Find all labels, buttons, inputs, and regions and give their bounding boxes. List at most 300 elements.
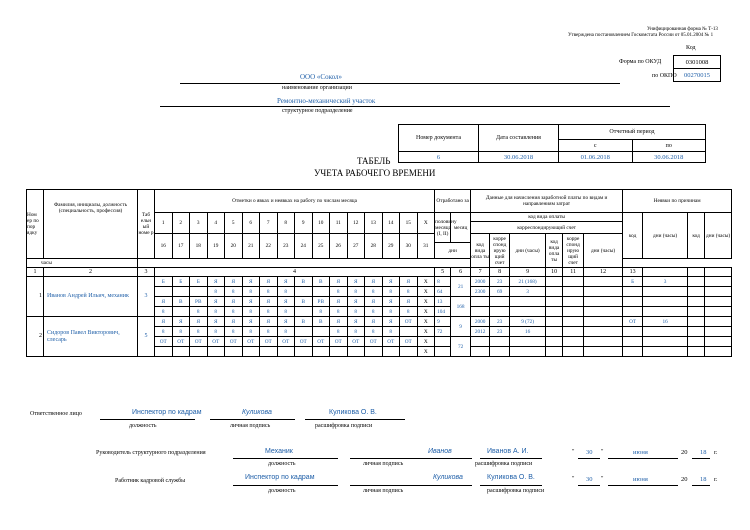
half-month-value: 8 <box>435 277 451 287</box>
day-mark: Я <box>330 277 348 287</box>
day-mark <box>225 347 243 357</box>
day-mark <box>155 347 173 357</box>
header-marks: Отметки о явках и неявках на работу по числам месяца <box>155 190 435 213</box>
pay-empty <box>490 297 510 307</box>
hr-sign-caption: личная подпись <box>363 488 404 494</box>
day-mark: 8 <box>347 327 365 337</box>
code-label: Код <box>686 45 696 51</box>
day-mark <box>312 287 330 297</box>
header-half-month: половину месяца (I, II) <box>435 213 451 243</box>
day-mark: Я <box>225 277 243 287</box>
day-mark: Я <box>365 317 383 327</box>
pay-code: 2000 <box>471 317 490 327</box>
pay-empty <box>471 307 490 317</box>
header-name: Фамилия, инициалы, должность (специальность, профессия) <box>44 190 138 259</box>
day-header: 7 <box>260 213 278 234</box>
employee-num: 1 <box>27 277 44 317</box>
org-name: ООО «Сокол» <box>300 73 343 81</box>
doc-number: 6 <box>399 152 479 163</box>
day-header: 22 <box>260 234 278 259</box>
pay-empty <box>490 307 510 317</box>
day-mark <box>190 287 208 297</box>
day-mark: Я <box>400 297 418 307</box>
header-absence: Неявки по причинам <box>623 190 732 213</box>
pay-empty <box>584 337 623 347</box>
day-mark: 8 <box>365 307 383 317</box>
header-month: месяц <box>451 213 471 243</box>
employee-name: Сидоров Павел Викторович, слесарь <box>44 317 138 357</box>
day-mark: Я <box>347 297 365 307</box>
pay-empty <box>563 307 584 317</box>
pay-empty <box>546 307 563 317</box>
header-pay-sub: дни (часы) <box>510 234 546 268</box>
half-month-value: 104 <box>435 307 451 317</box>
absence-empty <box>688 297 705 307</box>
day-header: 5 <box>225 213 243 234</box>
day-mark: 8 <box>207 307 225 317</box>
day-mark: Я <box>225 297 243 307</box>
head-year-suffix: г. <box>714 449 718 456</box>
header-hours: часы <box>27 259 138 268</box>
hr-year: 18 <box>700 476 707 483</box>
day-mark: 8 <box>330 307 348 317</box>
day-mark: Я <box>365 297 383 307</box>
day-mark: Я <box>382 277 400 287</box>
pay-empty <box>471 347 490 357</box>
absence-empty <box>623 347 643 357</box>
day-mark: 8 <box>225 307 243 317</box>
absence-empty <box>643 297 688 307</box>
header-pay-sub: код вида опла ты <box>546 234 563 268</box>
pay-days-2 <box>584 277 623 287</box>
day-mark: 8 <box>207 287 225 297</box>
absence-empty <box>643 287 688 297</box>
day-mark: Я <box>400 277 418 287</box>
day-mark: 8 <box>260 327 278 337</box>
absence-empty <box>705 277 732 287</box>
day-mark <box>260 347 278 357</box>
day-mark <box>295 287 313 297</box>
day-mark: Я <box>382 317 400 327</box>
doc-title: ТАБЕЛЬ <box>357 156 391 166</box>
day-mark: 8 <box>312 307 330 317</box>
day-mark: 8 <box>190 307 208 317</box>
col-number: 13 <box>623 268 643 277</box>
day-mark: Я <box>347 317 365 327</box>
day-mark: ОТ <box>312 337 330 347</box>
pay-empty <box>584 307 623 317</box>
head-name-caption: расшифровка подписи <box>475 461 533 467</box>
day-mark: Я <box>382 297 400 307</box>
pay-days: 16 <box>510 327 546 337</box>
pay-account: 23 <box>490 317 510 327</box>
col-number <box>688 268 705 277</box>
day-mark: ОТ <box>365 337 383 347</box>
header-abs-code-2: код <box>688 213 705 259</box>
day-mark: ОТ <box>400 317 418 327</box>
day-mark: 8 <box>347 287 365 297</box>
doc-to-label: по <box>632 140 706 152</box>
absence-empty <box>705 327 732 337</box>
day-mark: 8 <box>242 307 260 317</box>
day-mark: 8 <box>260 287 278 297</box>
head-name: Иванов А. И. <box>487 448 529 455</box>
day-header: 15 <box>400 213 418 234</box>
pay-account: 23 <box>490 327 510 337</box>
day-mark: 8 <box>330 287 348 297</box>
pay-days-2 <box>584 317 623 327</box>
pay-code: 2300 <box>471 287 490 297</box>
absence-empty <box>705 297 732 307</box>
day-mark: 8 <box>365 327 383 337</box>
day-header: 21 <box>242 234 260 259</box>
pay-empty <box>563 337 584 347</box>
day-mark: В <box>295 317 313 327</box>
day-header: 6 <box>242 213 260 234</box>
hr-quote-open: " <box>572 476 575 482</box>
absence-empty <box>643 307 688 317</box>
pay-empty <box>471 337 490 347</box>
day-mark <box>172 307 190 317</box>
absence-empty <box>688 327 705 337</box>
day-header: 4 <box>207 213 225 234</box>
okud-value: 0301008 <box>674 56 721 69</box>
day-header: 26 <box>330 234 348 259</box>
day-mark <box>155 287 173 297</box>
table-row <box>27 317 732 327</box>
day-header: 12 <box>347 213 365 234</box>
day-mark <box>172 287 190 297</box>
doc-date-label: Дата составления <box>479 125 559 152</box>
day-mark: X <box>417 297 435 307</box>
day-mark: X <box>417 317 435 327</box>
pay-empty <box>546 337 563 347</box>
day-mark: Я <box>207 317 225 327</box>
day-header: 23 <box>277 234 295 259</box>
day-mark: ОТ <box>400 337 418 347</box>
employee-tab: 3 <box>138 277 155 317</box>
day-mark: 8 <box>382 287 400 297</box>
day-header: 24 <box>295 234 313 259</box>
day-mark: 8 <box>382 307 400 317</box>
absence-days: 3 <box>643 277 688 287</box>
pay-days: 9 (72) <box>510 317 546 327</box>
day-mark: 8 <box>347 307 365 317</box>
absence-empty <box>705 337 732 347</box>
col-number <box>643 268 688 277</box>
day-header: 30 <box>400 234 418 259</box>
absence-empty <box>623 337 643 347</box>
absence-code: ОТ <box>623 317 643 327</box>
day-mark: Я <box>277 297 295 307</box>
doc-from-label: с <box>559 140 633 152</box>
absence-empty <box>705 347 732 357</box>
day-mark: Я <box>260 277 278 287</box>
day-header: 10 <box>312 213 330 234</box>
day-header: 19 <box>207 234 225 259</box>
half-month-value: 9 <box>435 317 451 327</box>
header-num: Ном ер по пор ядку <box>27 190 44 259</box>
okpo-label: по ОКПО <box>652 73 677 79</box>
absence-empty <box>688 347 705 357</box>
header-pay: Данные для начисления заработной платы по видам и направлениям затрат <box>471 190 623 213</box>
pay-empty <box>471 297 490 307</box>
head-year: 18 <box>700 449 707 456</box>
pay-code-2 <box>546 317 563 327</box>
header-abs-days-2: дни (часы) <box>705 213 732 259</box>
col-number: 10 <box>546 268 563 277</box>
day-mark: Я <box>242 297 260 307</box>
day-header: 3 <box>190 213 208 234</box>
day-mark: 8 <box>242 287 260 297</box>
day-mark: Я <box>277 277 295 287</box>
col-number: 11 <box>563 268 584 277</box>
doc-date: 30.06.2018 <box>479 152 559 163</box>
head-position: Механик <box>265 448 293 455</box>
day-mark <box>295 327 313 337</box>
month-value: 168 <box>451 297 471 317</box>
absence-empty <box>623 297 643 307</box>
head-month: июня <box>633 449 648 456</box>
pay-code: 2000 <box>471 277 490 287</box>
day-mark: X <box>417 347 435 357</box>
day-mark: X <box>417 307 435 317</box>
day-mark: ОТ <box>172 337 190 347</box>
day-mark <box>295 307 313 317</box>
half-month-value <box>435 337 451 347</box>
header-pay-code: код вида оплаты <box>471 213 623 222</box>
day-mark: 8 <box>330 327 348 337</box>
employee-name: Иванов Андрей Ильич, механик <box>44 277 138 317</box>
doc-period-label: Отчетный период <box>559 125 706 140</box>
header-pay-sub: код вида опла ты <box>471 234 490 268</box>
org-unit-caption: структурное подразделение <box>282 108 353 114</box>
day-header: 9 <box>295 213 313 234</box>
hr-year-suffix: г. <box>714 476 718 483</box>
day-header: 17 <box>172 234 190 259</box>
responsible-name: Куликова О. В. <box>329 409 377 416</box>
pay-days-2 <box>584 327 623 337</box>
header-pay-sub: корре спонд ирую щий счет <box>490 234 510 268</box>
head-sign-caption: личная подпись <box>363 461 404 467</box>
pay-empty <box>584 347 623 357</box>
day-mark: 8 <box>277 307 295 317</box>
day-mark <box>207 347 225 357</box>
absence-empty <box>688 307 705 317</box>
day-mark <box>242 347 260 357</box>
day-mark: Б <box>155 277 173 287</box>
header-pay-sub: корре спонд ирую щий счет <box>563 234 584 268</box>
day-mark: 8 <box>400 287 418 297</box>
day-mark: ОТ <box>295 337 313 347</box>
day-mark: В <box>172 297 190 307</box>
month-value: 21 <box>451 277 471 297</box>
day-mark: Я <box>260 317 278 327</box>
day-mark <box>172 347 190 357</box>
day-mark <box>400 347 418 357</box>
day-mark: X <box>417 277 435 287</box>
month-value: 9 <box>451 317 471 337</box>
day-mark: РВ <box>312 297 330 307</box>
form-line2: Утверждена постановлением Госкомстата России от 05.01.2004 № 1 <box>568 33 714 38</box>
hr-month: июня <box>633 476 648 483</box>
day-header: 29 <box>382 234 400 259</box>
day-header: 25 <box>312 234 330 259</box>
day-mark: 8 <box>172 327 190 337</box>
hr-label: Работник кадровой службы <box>115 478 186 484</box>
day-header: 8 <box>277 213 295 234</box>
day-mark <box>400 327 418 337</box>
absence-empty <box>688 287 705 297</box>
pay-account-2 <box>563 317 584 327</box>
employee-num: 2 <box>27 317 44 357</box>
day-mark: ОТ <box>330 337 348 347</box>
timesheet-table <box>26 189 732 357</box>
head-day: 30 <box>586 449 593 456</box>
pay-empty <box>584 297 623 307</box>
day-mark: РВ <box>190 297 208 307</box>
head-quote-close: " <box>601 449 604 455</box>
responsible-name-caption: расшифровка подписи <box>315 423 373 429</box>
doc-subtitle: УЧЕТА РАБОЧЕГО ВРЕМЕНИ <box>314 168 436 178</box>
absence-empty <box>688 277 705 287</box>
day-mark: ОТ <box>207 337 225 347</box>
day-mark: 8 <box>207 327 225 337</box>
table-row <box>27 190 732 203</box>
responsible-sign-caption: личная подпись <box>230 423 271 429</box>
month-value: 72 <box>451 337 471 357</box>
absence-empty <box>688 337 705 347</box>
day-mark <box>312 347 330 357</box>
day-mark <box>382 347 400 357</box>
day-mark: В <box>295 297 313 307</box>
day-mark: 8 <box>225 287 243 297</box>
day-mark: Я <box>365 277 383 287</box>
pay-empty <box>546 297 563 307</box>
col-number: 6 <box>451 268 471 277</box>
day-header: 11 <box>330 213 348 234</box>
day-mark <box>330 347 348 357</box>
day-mark: Я <box>242 277 260 287</box>
col-number: 12 <box>584 268 623 277</box>
day-mark: 8 <box>277 327 295 337</box>
pay-account-2 <box>563 277 584 287</box>
day-mark <box>190 347 208 357</box>
responsible-position: Инспектор по кадрам <box>132 409 202 416</box>
org-unit: Ремонтно-механический участок <box>277 97 376 105</box>
col-number: 4 <box>155 268 435 277</box>
table-row <box>27 277 732 287</box>
pay-empty <box>510 297 546 307</box>
day-mark <box>277 347 295 357</box>
day-mark: ОТ <box>382 337 400 347</box>
day-mark: ОТ <box>260 337 278 347</box>
day-mark: Я <box>190 317 208 327</box>
header-abs-days: дни (часы) <box>643 213 688 259</box>
day-mark: ОТ <box>277 337 295 347</box>
day-mark: X <box>417 337 435 347</box>
day-header: 1 <box>155 213 173 234</box>
pay-account-2 <box>563 327 584 337</box>
day-header: 28 <box>365 234 383 259</box>
col-number: 2 <box>44 268 138 277</box>
table-row <box>27 259 732 268</box>
doc-number-label: Номер документа <box>399 125 479 152</box>
table-row <box>27 268 732 277</box>
day-mark: Я <box>347 277 365 287</box>
absence-empty <box>623 307 643 317</box>
day-header: 16 <box>155 234 173 259</box>
day-mark: Б <box>190 277 208 287</box>
head-signature: Иванов <box>428 448 452 455</box>
day-mark: ОТ <box>225 337 243 347</box>
document-box <box>398 124 706 163</box>
header-worked: Отработано за <box>435 190 471 213</box>
header-pay-sub: дни (часы) <box>584 234 623 268</box>
day-mark: 8 <box>277 287 295 297</box>
col-number: 5 <box>435 268 451 277</box>
pay-days-2 <box>584 287 623 297</box>
pay-empty <box>563 297 584 307</box>
day-mark: 8 <box>225 327 243 337</box>
day-mark: Я <box>225 317 243 327</box>
half-month-value <box>435 347 451 357</box>
day-mark: 8 <box>382 327 400 337</box>
head-position-caption: должность <box>268 461 296 467</box>
hr-position-caption: должность <box>268 488 296 494</box>
day-header: 31 <box>417 234 435 259</box>
pay-account: 69 <box>490 287 510 297</box>
day-mark: В <box>312 317 330 327</box>
pay-empty <box>510 347 546 357</box>
half-month-value: 13 <box>435 297 451 307</box>
day-mark: Я <box>330 317 348 327</box>
absence-empty <box>688 317 705 327</box>
day-mark: Б <box>172 277 190 287</box>
day-mark: ОТ <box>190 337 208 347</box>
absence-empty <box>705 287 732 297</box>
pay-days: 21 (168) <box>510 277 546 287</box>
day-header: 18 <box>190 234 208 259</box>
day-mark: ОТ <box>155 337 173 347</box>
pay-account-2 <box>563 287 584 297</box>
employee-tab: 5 <box>138 317 155 357</box>
day-mark: Я <box>277 317 295 327</box>
absence-empty <box>623 327 643 337</box>
day-header: 14 <box>382 213 400 234</box>
day-mark: Я <box>260 297 278 307</box>
pay-empty <box>490 337 510 347</box>
header-tab: Таб ельн ый номе р <box>138 190 155 259</box>
day-mark: Я <box>207 277 225 287</box>
absence-empty <box>623 287 643 297</box>
doc-from: 01.06.2018 <box>559 152 633 163</box>
responsible-label: Ответственное лицо <box>30 411 82 417</box>
okud-label: Форма по ОКУД <box>619 59 662 65</box>
half-month-value: 64 <box>435 287 451 297</box>
org-name-caption: наименование организации <box>282 85 352 91</box>
day-mark: 8 <box>155 327 173 337</box>
day-mark: X <box>417 287 435 297</box>
day-mark: X <box>417 327 435 337</box>
day-mark: В <box>295 277 313 287</box>
day-mark: Я <box>207 297 225 307</box>
half-month-value: 72 <box>435 327 451 337</box>
day-mark: Я <box>155 297 173 307</box>
pay-empty <box>546 347 563 357</box>
okpo-value: 00270015 <box>674 69 721 82</box>
form-line1: Унифицированная форма № Т-13 <box>647 27 718 32</box>
